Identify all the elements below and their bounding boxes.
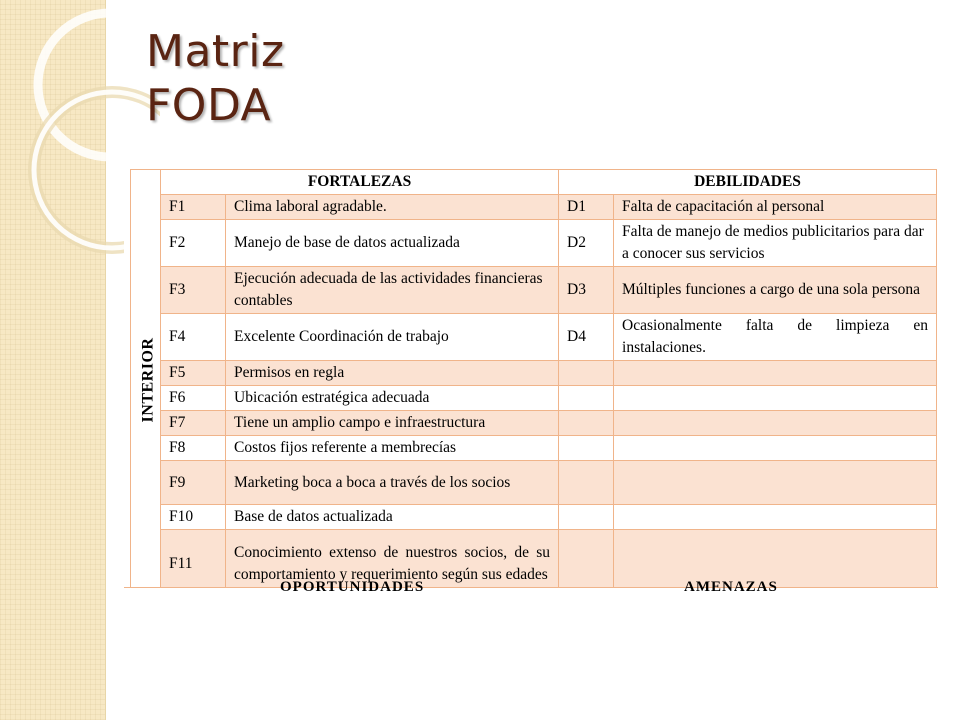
strength-text: Permisos en regla bbox=[226, 361, 559, 386]
strength-text: Costos fijos referente a membrecías bbox=[226, 436, 559, 461]
strength-code: F10 bbox=[161, 505, 226, 530]
table-row bbox=[161, 386, 937, 411]
weakness-code bbox=[559, 436, 614, 461]
strength-code: F4 bbox=[161, 314, 226, 361]
weakness-text bbox=[614, 361, 937, 386]
weakness-text: Falta de manejo de medios publicitarios para dar a conocer sus servicios bbox=[614, 220, 937, 267]
table-row bbox=[161, 220, 937, 267]
cut-off-next-section bbox=[124, 579, 938, 591]
weakness-code: D4 bbox=[559, 314, 614, 361]
header-weaknesses: DEBILIDADES bbox=[559, 170, 937, 195]
weakness-text bbox=[614, 505, 937, 530]
title-line-2: FODA bbox=[146, 80, 272, 131]
weakness-code: D1 bbox=[559, 195, 614, 220]
table-body bbox=[161, 195, 937, 592]
title-line-1: Matriz bbox=[146, 26, 285, 77]
table-row bbox=[161, 195, 937, 220]
side-label bbox=[138, 337, 158, 423]
table-row bbox=[161, 314, 937, 361]
slide-title bbox=[146, 28, 285, 136]
weakness-code bbox=[559, 386, 614, 411]
foda-table bbox=[160, 169, 937, 591]
cut-header-opportunities: OPORTUNIDADES bbox=[280, 579, 425, 591]
weakness-code bbox=[559, 505, 614, 530]
strength-code: F5 bbox=[161, 361, 226, 386]
table-row bbox=[161, 411, 937, 436]
table-row bbox=[161, 361, 937, 386]
strength-code: F3 bbox=[161, 267, 226, 314]
side-label-text: INTERIOR bbox=[139, 337, 156, 423]
strength-code: F1 bbox=[161, 195, 226, 220]
strength-code: F2 bbox=[161, 220, 226, 267]
strength-text: Clima laboral agradable. bbox=[226, 195, 559, 220]
table-row bbox=[161, 530, 937, 592]
table-row bbox=[161, 436, 937, 461]
strength-code: F6 bbox=[161, 386, 226, 411]
weakness-text: Falta de capacitación al personal bbox=[614, 195, 937, 220]
weakness-code bbox=[559, 361, 614, 386]
weakness-text bbox=[614, 411, 937, 436]
weakness-code: D2 bbox=[559, 220, 614, 267]
strength-text: Conocimiento extenso de nuestros socios, de su comportamiento y requerimiento según sus edades bbox=[226, 530, 559, 592]
weakness-code: D3 bbox=[559, 267, 614, 314]
weakness-text bbox=[614, 386, 937, 411]
strength-code: F11 bbox=[161, 530, 226, 592]
cut-header-threats: AMENAZAS bbox=[684, 579, 778, 591]
strength-code: F9 bbox=[161, 461, 226, 505]
weakness-text: Múltiples funciones a cargo de una sola persona bbox=[614, 267, 937, 314]
strength-code: F8 bbox=[161, 436, 226, 461]
table-row bbox=[161, 505, 937, 530]
deco-ring-large bbox=[38, 13, 160, 157]
weakness-text bbox=[614, 436, 937, 461]
table-row bbox=[161, 461, 937, 505]
header-strengths: FORTALEZAS bbox=[161, 170, 559, 195]
strength-text: Marketing boca a boca a través de los socios bbox=[226, 461, 559, 505]
strength-text: Ubicación estratégica adecuada bbox=[226, 386, 559, 411]
strength-text: Base de datos actualizada bbox=[226, 505, 559, 530]
foda-table-image bbox=[124, 164, 938, 591]
weakness-text: Ocasionalmente falta de limpieza en instalaciones. bbox=[614, 314, 937, 361]
weakness-text bbox=[614, 461, 937, 505]
weakness-code bbox=[559, 411, 614, 436]
table-row bbox=[161, 267, 937, 314]
strength-code: F7 bbox=[161, 411, 226, 436]
strength-text: Tiene un amplio campo e infraestructura bbox=[226, 411, 559, 436]
strength-text: Manejo de base de datos actualizada bbox=[226, 220, 559, 267]
strength-text: Excelente Coordinación de trabajo bbox=[226, 314, 559, 361]
weakness-code bbox=[559, 530, 614, 592]
weakness-code bbox=[559, 461, 614, 505]
strength-text: Ejecución adecuada de las actividades financieras contables bbox=[226, 267, 559, 314]
